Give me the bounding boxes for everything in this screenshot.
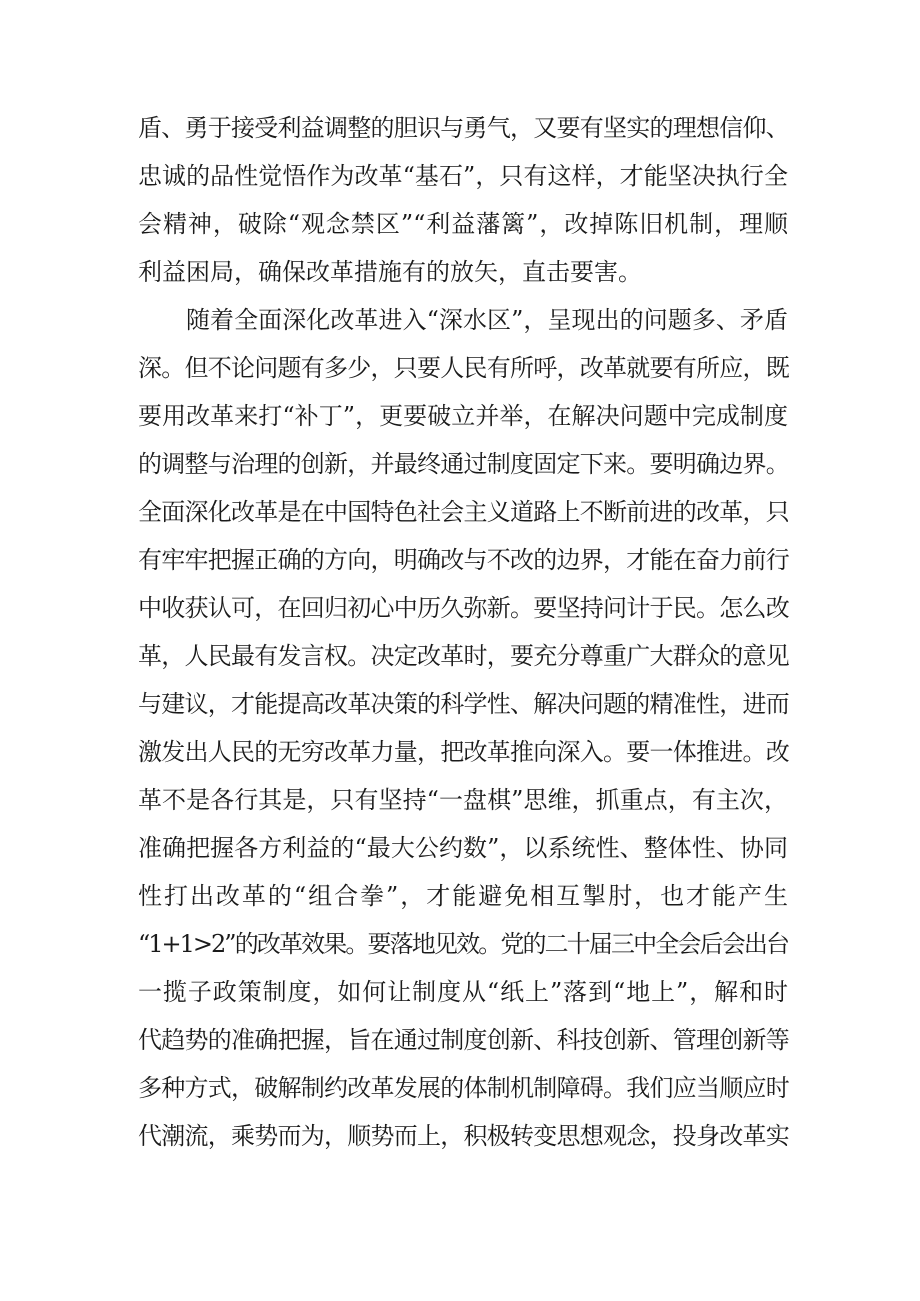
text-line: 的调整与治理的创新，并最终通过制度固定下来。要明确边界。: [138, 450, 789, 478]
text-line: 深。但不论问题有多少，只要人民有所呼，改革就要有所应，既: [138, 354, 789, 382]
text-line: “1+1>2”的改革效果。要落地见效。党的二十届三中全会后会出台: [138, 930, 788, 958]
text-line: 性打出改革的“组合拳”，才能避免相互掣肘，也才能产生: [138, 882, 788, 910]
text-line: 革不是各行其是，只有坚持“一盘棋”思维，抓重点，有主次，: [138, 786, 788, 814]
text-line-indented: 随着全面深化改革进入“深水区”，呈现出的问题多、矛盾: [186, 306, 788, 334]
text-line: 准确把握各方利益的“最大公约数”，以系统性、整体性、协同: [138, 834, 788, 862]
text-line: 代趋势的准确把握，旨在通过制度创新、科技创新、管理创新等: [138, 1026, 789, 1054]
text-line: 中收获认可，在回归初心中历久弥新。要坚持问计于民。怎么改: [138, 594, 789, 622]
text-line: 有牢牢把握正确的方向，明确改与不改的边界，才能在奋力前行: [138, 546, 789, 574]
text-line: 代潮流，乘势而为，顺势而上，积极转变思想观念，投身改革实: [138, 1122, 789, 1150]
text-line: 会精神，破除“观念禁区”“利益藩篱”，改掉陈旧机制，理顺: [138, 210, 788, 238]
text-line: 多种方式，破解制约改革发展的体制机制障碍。我们应当顺应时: [138, 1074, 789, 1102]
text-line: 盾、勇于接受利益调整的胆识与勇气，又要有坚实的理想信仰、: [138, 114, 789, 142]
text-line: 激发出人民的无穷改革力量，把改革推向深入。要一体推进。改: [138, 738, 789, 766]
text-line: 要用改革来打“补丁”，更要破立并举，在解决问题中完成制度: [138, 402, 788, 430]
text-line: 与建议，才能提高改革决策的科学性、解决问题的精准性，进而: [138, 690, 789, 718]
text-line: 忠诚的品性觉悟作为改革“基石”，只有这样，才能坚决执行全: [138, 162, 788, 190]
text-line: 利益困局，确保改革措施有的放矢，直击要害。: [138, 258, 642, 286]
text-line: 革，人民最有发言权。决定改革时，要充分尊重广大群众的意见: [138, 642, 789, 670]
text-line: 全面深化改革是在中国特色社会主义道路上不断前进的改革，只: [138, 498, 789, 526]
text-line: 一揽子政策制度，如何让制度从“纸上”落到“地上”，解和时: [138, 978, 788, 1006]
